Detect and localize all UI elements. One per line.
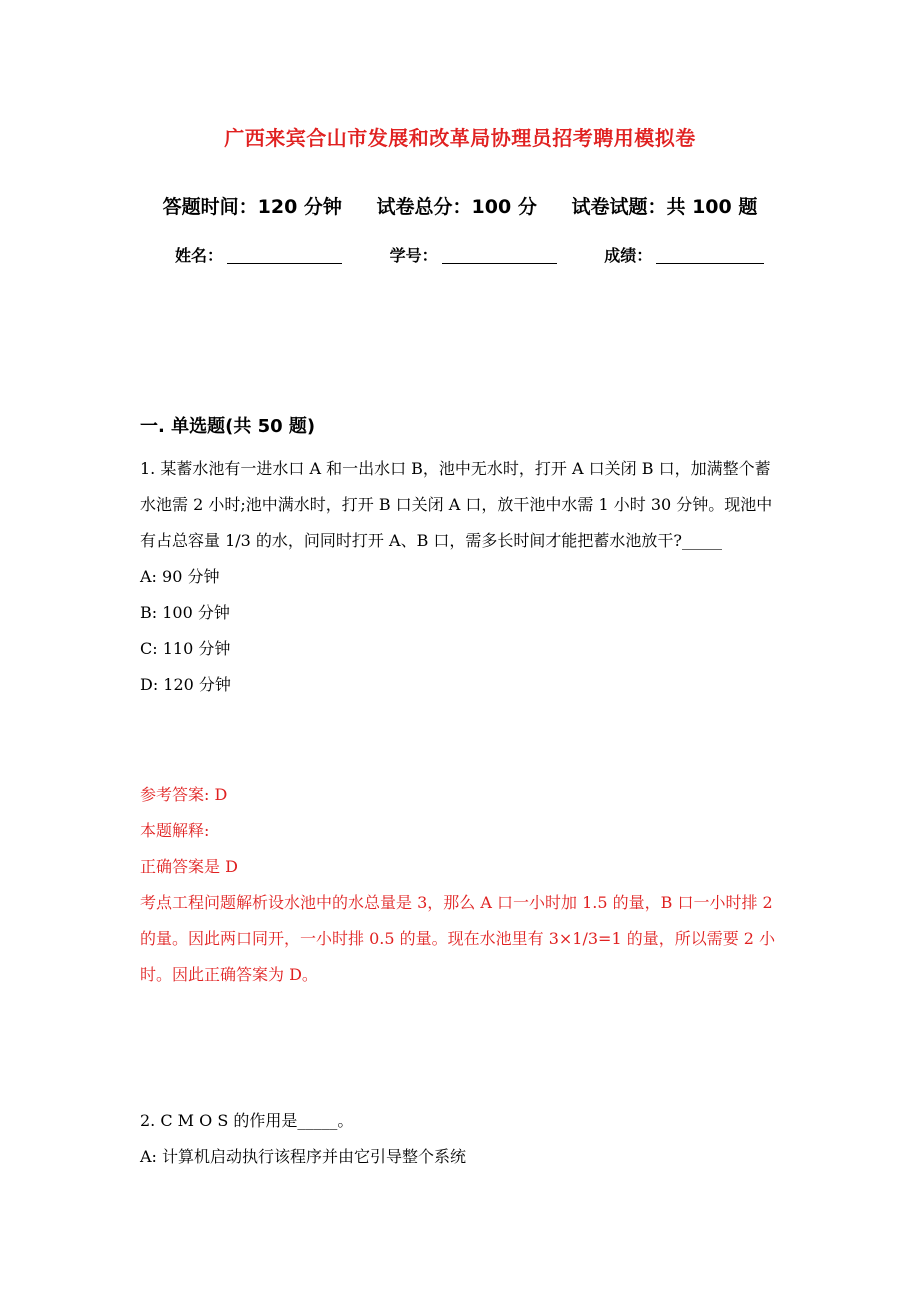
question-text: 2. C M O S 的作用是_____。	[140, 1111, 354, 1130]
score-blank[interactable]	[656, 247, 764, 264]
answer-block	[140, 777, 785, 993]
score-label: 成绩：	[604, 246, 653, 265]
student-info-row	[175, 243, 815, 266]
name-field[interactable]	[175, 243, 342, 266]
page-title: 广西来宾合山市发展和改革局协理员招考聘用模拟卷	[224, 126, 696, 150]
total-score: 试卷总分：100 分	[376, 196, 537, 218]
name-blank[interactable]	[227, 247, 342, 264]
exam-time: 答题时间：120 分钟	[162, 196, 342, 218]
question-2	[140, 1103, 780, 1175]
name-label: 姓名：	[175, 246, 224, 265]
student-id-field[interactable]	[390, 243, 557, 266]
reference-answer: 参考答案: D	[140, 785, 228, 804]
score-field[interactable]	[604, 243, 764, 266]
exam-meta-row	[0, 192, 920, 219]
total-questions: 试卷试题：共 100 题	[571, 196, 758, 218]
student-id-label: 学号：	[389, 246, 438, 265]
option-a: A: 90 分钟	[140, 567, 220, 586]
question-text: 1. 某蓄水池有一进水口 A 和一出水口 B，池中无水时，打开 A 口关闭 B 口，加满整个蓄水池需 2 小时;池中满水时，打开 B 口关闭 A 口，放干池中水需 1 小时 30 分钟。现池中有占总容量 1/3 的水，问同时打开 A、B 口，需多长时间才能把蓄水池放干?_____	[140, 459, 773, 550]
question-1	[140, 451, 780, 703]
option-d: D: 120 分钟	[140, 675, 231, 694]
option-a: A: 计算机启动执行该程序并由它引导整个系统	[140, 1147, 467, 1166]
explanation-label: 本题解释:	[140, 821, 210, 840]
option-b: B: 100 分钟	[140, 603, 230, 622]
correct-answer: 正确答案是 D	[140, 857, 238, 876]
section-heading: 一. 单选题(共 50 题)	[140, 416, 316, 437]
explanation-text: 考点工程问题解析设水池中的水总量是 3，那么 A 口一小时加 1.5 的量，B 口一小时排 2 的量。因此两口同开，一小时排 0.5 的量。现在水池里有 3×1/3=1 的量，所以需要 2 小时。因此正确答案为 D。	[140, 893, 776, 984]
student-id-blank[interactable]	[442, 247, 557, 264]
option-c: C: 110 分钟	[140, 639, 231, 658]
